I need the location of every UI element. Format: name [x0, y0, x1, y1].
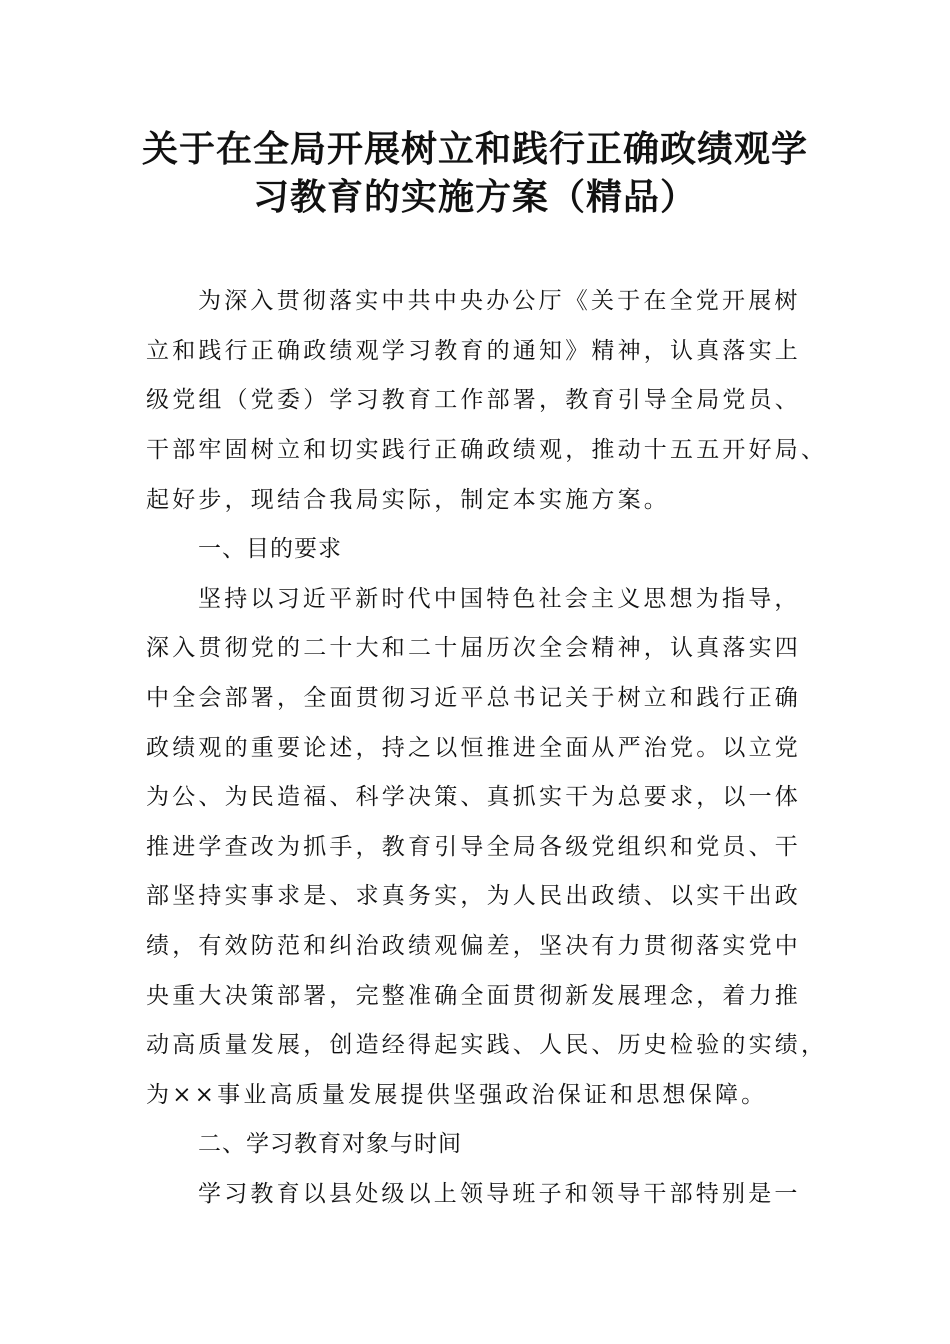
- intro-line-2: 立和践行正确政绩观学习教育的通知》精神，认真落实上: [146, 338, 801, 364]
- section1-line-11: 为××事业高质量发展提供坚强政治保证和思想保障。: [146, 1082, 768, 1108]
- intro-line-1: 为深入贯彻落实中共中央办公厅《关于在全党开展树: [198, 288, 801, 314]
- section1-line-7: 部坚持实事求是、求真务实，为人民出政绩、以实干出政: [146, 883, 801, 909]
- section1-line-4: 政绩观的重要论述，持之以恒推进全面从严治党。以立党: [146, 735, 801, 761]
- document-title-line-2: 习教育的实施方案（精品）: [252, 176, 697, 218]
- document-title-line-1: 关于在全局开展树立和践行正确政绩观学: [141, 128, 808, 170]
- section1-line-8: 绩，有效防范和纠治政绩观偏差，坚决有力贯彻落实党中: [146, 933, 801, 959]
- section1-line-1: 坚持以习近平新时代中国特色社会主义思想为指导，: [198, 586, 801, 612]
- intro-line-5: 起好步，现结合我局实际，制定本实施方案。: [146, 487, 670, 513]
- intro-line-3: 级党组（党委）学习教育工作部署，教育引导全局党员、: [146, 387, 801, 413]
- section-heading-1: 一、目的要求: [198, 536, 342, 562]
- section1-line-9: 央重大决策部署，完整准确全面贯彻新发展理念，着力推: [146, 983, 801, 1009]
- section1-line-5: 为公、为民造福、科学决策、真抓实干为总要求，以一体: [146, 784, 801, 810]
- section1-line-3: 中全会部署，全面贯彻习近平总书记关于树立和践行正确: [146, 685, 801, 711]
- section1-line-2: 深入贯彻党的二十大和二十届历次全会精神，认真落实四: [146, 635, 801, 661]
- section1-line-10: 动高质量发展，创造经得起实践、人民、历史检验的实绩，: [146, 1032, 828, 1058]
- section-heading-2: 二、学习教育对象与时间: [198, 1131, 462, 1157]
- section2-line-1: 学习教育以县处级以上领导班子和领导干部特别是一: [198, 1181, 801, 1207]
- intro-line-4: 干部牢固树立和切实践行正确政绩观，推动十五五开好局、: [146, 437, 828, 463]
- section1-line-6: 推进学查改为抓手，教育引导全局各级党组织和党员、干: [146, 834, 801, 860]
